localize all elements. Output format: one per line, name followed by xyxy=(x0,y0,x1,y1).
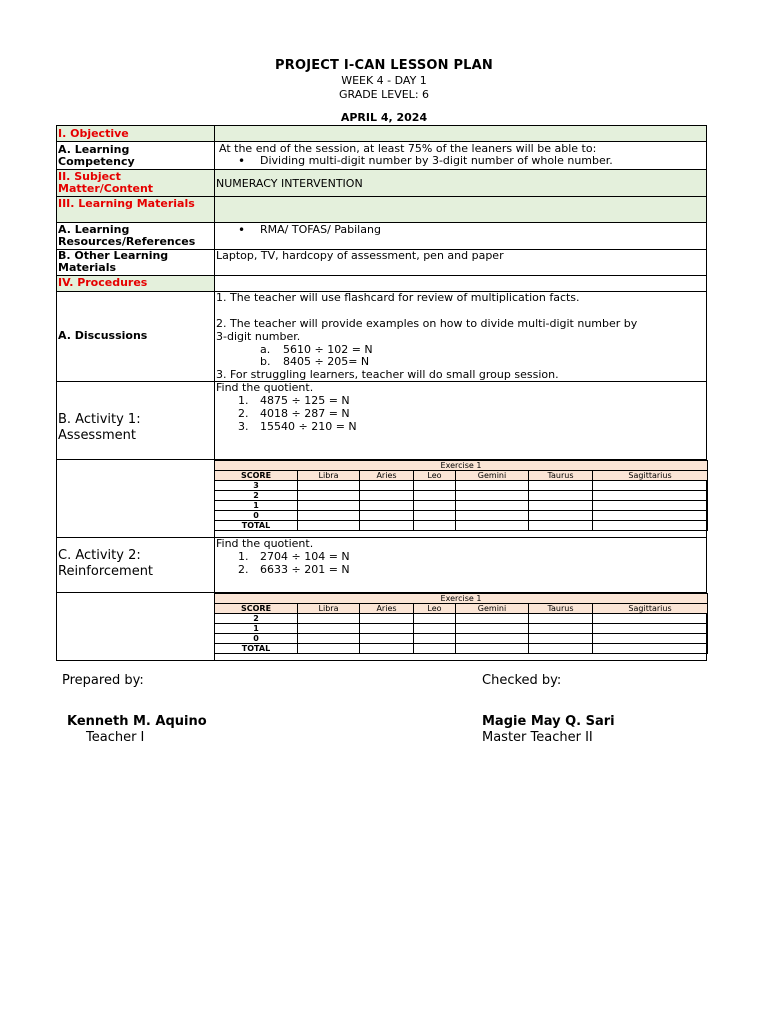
materials-cell xyxy=(215,197,706,222)
prepared-by-title: Teacher I xyxy=(86,730,145,745)
column-header: Gemini xyxy=(456,604,529,614)
objective-row xyxy=(56,125,707,142)
objective-cell xyxy=(215,126,706,141)
activity2-row xyxy=(56,538,707,593)
column-header: Sagittarius xyxy=(593,471,708,481)
exercise-table-1 xyxy=(214,460,708,531)
week-day: WEEK 4 - DAY 1 xyxy=(341,74,427,87)
activity1-row xyxy=(56,382,707,460)
table-row xyxy=(215,511,708,521)
prepared-by-name: Kenneth M. Aquino xyxy=(67,714,207,729)
grade-level: GRADE LEVEL: 6 xyxy=(338,88,430,101)
checked-by-title: Master Teacher II xyxy=(482,730,593,745)
table-row xyxy=(215,644,708,654)
competency-row xyxy=(56,142,707,170)
activity2-item: 6633 ÷ 201 = N xyxy=(260,563,350,576)
column-header: SCORE xyxy=(215,604,298,614)
competency-label: A. Learning Competency xyxy=(57,142,215,169)
table-row xyxy=(215,624,708,634)
discussions-row xyxy=(56,292,707,382)
column-header: Taurus xyxy=(529,604,593,614)
score-cell: 2 xyxy=(215,491,298,501)
discussion-step-3: 3. For struggling learners, teacher will do small group session. xyxy=(216,368,559,381)
example-a-marker: a. xyxy=(260,343,271,356)
table-row xyxy=(215,501,708,511)
lesson-date: APRIL 4, 2024 xyxy=(340,111,428,124)
discussion-step-2: 2. The teacher will provide examples on how to divide multi-digit number by xyxy=(216,317,638,330)
subject-row xyxy=(56,170,707,197)
score-cell: 0 xyxy=(215,511,298,521)
activity2-cell xyxy=(215,538,706,592)
column-header: Libra xyxy=(298,604,360,614)
activity2-sublabel: Reinforcement xyxy=(58,564,154,579)
column-header: Taurus xyxy=(529,471,593,481)
subject-cell xyxy=(215,170,706,196)
column-header: Aries xyxy=(360,471,414,481)
subject-text: NUMERACY INTERVENTION xyxy=(216,177,363,190)
other-materials-row xyxy=(56,250,707,276)
materials-row xyxy=(56,197,707,223)
exercise1-label-cell xyxy=(57,460,215,537)
activity2-label: C. Activity 2: xyxy=(58,548,141,563)
procedures-label: IV. Procedures xyxy=(57,276,215,291)
exercise-table-title: Exercise 1 xyxy=(215,594,708,604)
procedures-row xyxy=(56,276,707,292)
column-header: Leo xyxy=(414,471,456,481)
competency-bullet: • Dividing multi-digit number by 3-digit number of whole number. xyxy=(260,155,613,167)
checked-by-label: Checked by: xyxy=(482,673,562,688)
column-header: Gemini xyxy=(456,471,529,481)
example-a: 5610 ÷ 102 = N xyxy=(283,343,373,356)
activity1-label-cell xyxy=(57,382,215,459)
example-b: 8405 ÷ 205= N xyxy=(283,355,370,368)
column-header: Sagittarius xyxy=(593,604,708,614)
discussions-label-cell xyxy=(57,292,215,381)
table-row xyxy=(215,634,708,644)
activity1-item-number: 2. xyxy=(238,407,249,420)
resources-label: A. Learning Resources/References xyxy=(57,223,215,249)
discussion-step-1: 1. The teacher will use flashcard for review of multiplication facts. xyxy=(216,291,580,304)
activity2-label-cell xyxy=(57,538,215,592)
activity1-item-number: 1. xyxy=(238,394,249,407)
materials-label: III. Learning Materials xyxy=(57,197,215,222)
score-cell: 0 xyxy=(215,634,298,644)
total-cell: TOTAL xyxy=(215,521,298,531)
activity1-label: B. Activity 1: xyxy=(58,412,141,427)
document-title: PROJECT I-CAN LESSON PLAN xyxy=(275,58,493,73)
activity2-item-number: 1. xyxy=(238,550,249,563)
exercise2-label-cell xyxy=(57,593,215,660)
activity1-item: 4875 ÷ 125 = N xyxy=(260,394,350,407)
resources-row xyxy=(56,223,707,250)
activity1-item-number: 3. xyxy=(238,420,249,433)
exercise-table-2 xyxy=(214,593,708,654)
procedures-cell xyxy=(215,276,706,291)
discussion-step-2-cont: 3-digit number. xyxy=(216,330,301,343)
competency-text: At the end of the session, at least 75% of the leaners will be able to: xyxy=(219,142,597,155)
activity1-intro: Find the quotient. xyxy=(216,381,314,394)
prepared-by-label: Prepared by: xyxy=(62,673,144,688)
activity2-intro: Find the quotient. xyxy=(216,537,314,550)
other-materials-cell xyxy=(215,250,706,275)
resources-bullet: • RMA/ TOFAS/ Pabilang xyxy=(260,224,381,236)
discussions-label: A. Discussions xyxy=(58,329,148,342)
exercise-table-title: Exercise 1 xyxy=(215,461,708,471)
checked-by-name: Magie May Q. Sari xyxy=(482,714,615,729)
column-header: Aries xyxy=(360,604,414,614)
other-materials-text: Laptop, TV, hardcopy of assessment, pen and paper xyxy=(216,249,504,262)
activity2-item-number: 2. xyxy=(238,563,249,576)
other-materials-label: B. Other Learning Materials xyxy=(57,250,215,275)
score-cell: 3 xyxy=(215,481,298,491)
discussions-cell xyxy=(215,292,706,381)
column-header: Leo xyxy=(414,604,456,614)
score-cell: 1 xyxy=(215,501,298,511)
activity1-sublabel: Assessment xyxy=(58,428,136,443)
competency-cell xyxy=(215,142,706,169)
subject-label: II. Subject Matter/Content xyxy=(57,170,215,196)
total-cell: TOTAL xyxy=(215,644,298,654)
activity1-cell xyxy=(215,382,706,459)
table-row xyxy=(215,614,708,624)
column-header: SCORE xyxy=(215,471,298,481)
activity2-item: 2704 ÷ 104 = N xyxy=(260,550,350,563)
table-row xyxy=(215,521,708,531)
resources-cell xyxy=(215,223,706,249)
table-row xyxy=(215,491,708,501)
example-b-marker: b. xyxy=(260,355,271,368)
objective-label: I. Objective xyxy=(57,126,215,141)
score-cell: 2 xyxy=(215,614,298,624)
column-header: Libra xyxy=(298,471,360,481)
activity1-item: 15540 ÷ 210 = N xyxy=(260,420,357,433)
table-row xyxy=(215,481,708,491)
activity1-item: 4018 ÷ 287 = N xyxy=(260,407,350,420)
score-cell: 1 xyxy=(215,624,298,634)
